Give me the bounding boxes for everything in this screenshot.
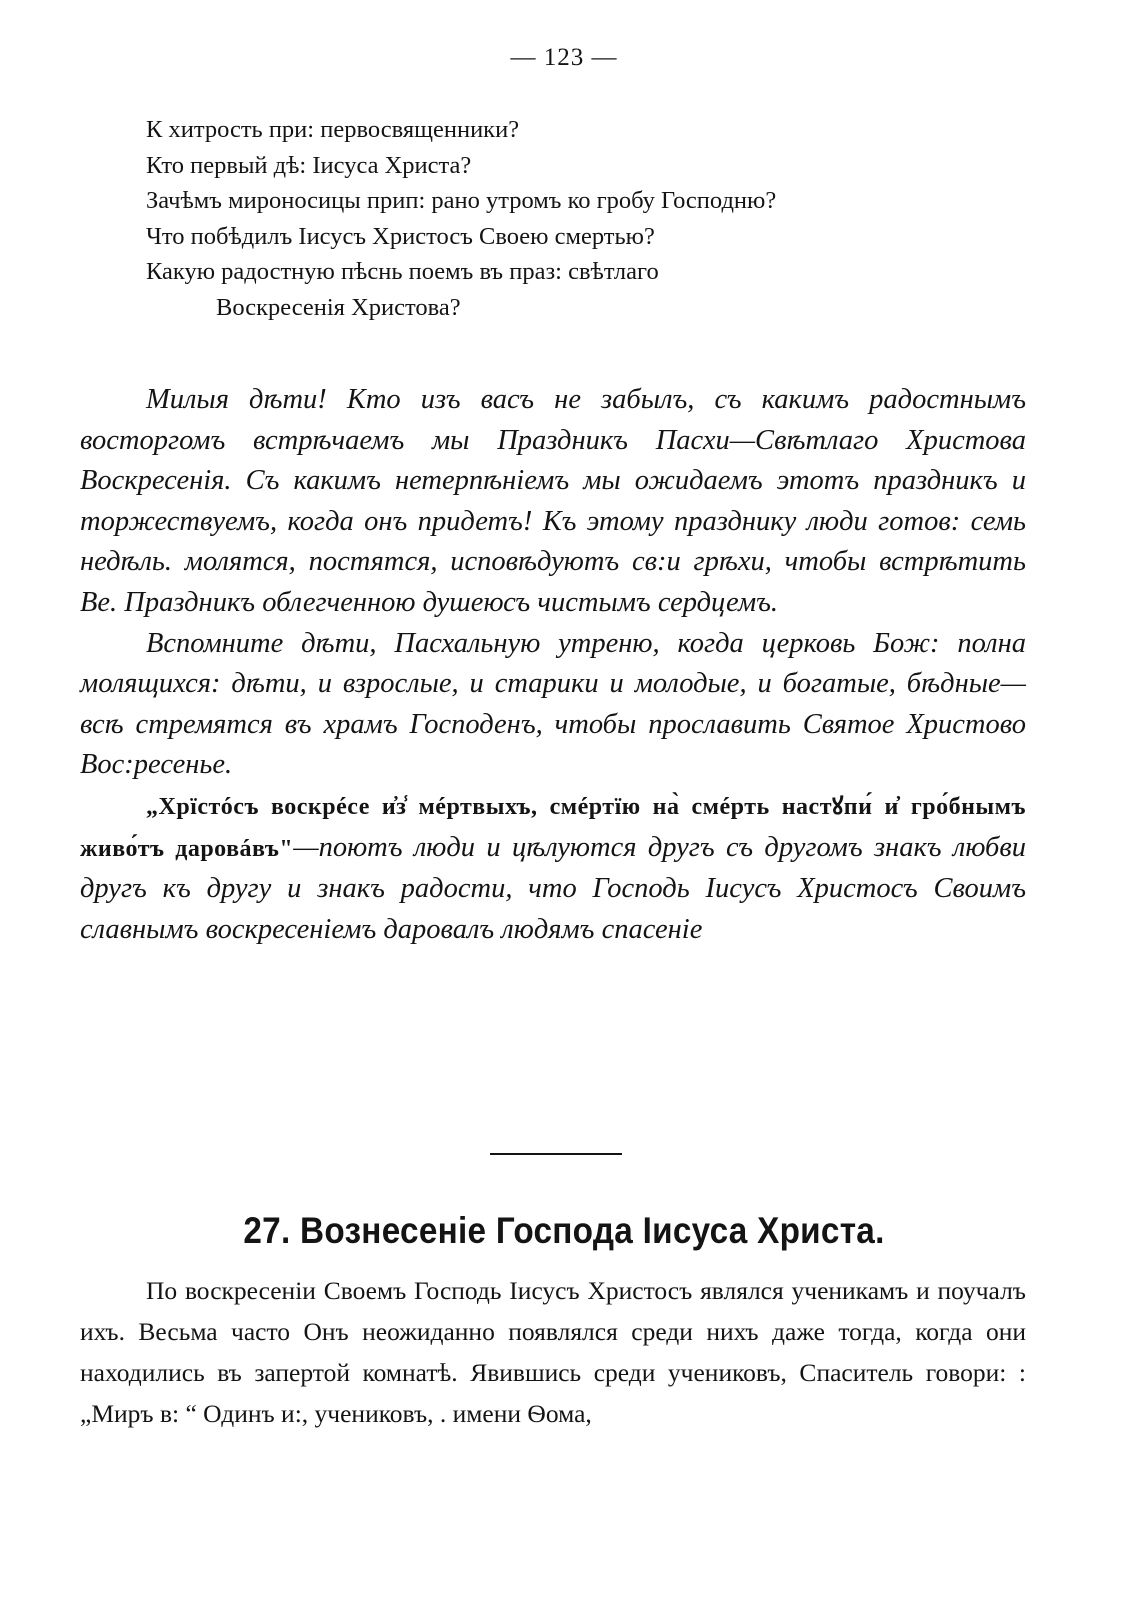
section-divider (490, 1153, 622, 1155)
easter-paragraph-3-text: —поютъ люди и цѣлуются другъ съ другомъ знакъ любви другъ къ другу и знакъ радости, что Господь Iисусъ Христосъ Своимъ славнымъ воскресенiемъ даровалъ людямъ спасенiе (80, 831, 1026, 945)
question-line: Кто первый дѣ: Iисуса Христа? (146, 151, 472, 179)
section-title: 27. Вознесенiе Господа Iисуса Христа. (243, 1210, 885, 1251)
page-number: — 123 — (510, 44, 618, 71)
section-body-text: По воскресенiи Своемъ Господь Iисусъ Христосъ являлся ученикамъ и поучалъ ихъ. Весьма часто Онъ неожиданно появлялся среди нихъ даже тогда, когда они находились въ запертой комнатѣ. Явившись среди учениковъ, Спаситель говори: : „Миръ в: “ Одинъ и:, учениковъ, . имени Ѳома, (80, 1276, 1026, 1428)
paschal-troparion: „Хрїстóсъ воскрéсе и҆з̾ мéртвыхъ, смéртїю на̀ смéрть настꙋпи́ и҆ гро́бнымъ живо́тъ даровáвъ" (80, 793, 1026, 862)
question-line: Зачѣмъ мироносицы прип: рано утромъ ко гробу Господню? (146, 187, 777, 214)
question-line: Что побѣдилъ Iисусъ Христосъ Своею смертью? (146, 222, 655, 250)
easter-story (80, 380, 1026, 950)
question-line: Какую радостную пѣснь поемъ въ праз: свѣтлаго (146, 258, 659, 285)
question-line: К хитрость при: первосвященники? (146, 116, 520, 143)
easter-paragraph-1: Милыя дѣти! Кто изъ васъ не забылъ, съ какимъ радостнымъ восторгомъ встрѣчаемъ мы Праздникъ Пасхи—Свѣтлаго Христова Воскресенiя. Съ какимъ нетерпѣнiемъ мы ожидаемъ этотъ праздникъ и торжествуемъ, когда онъ придетъ! Къ этому празднику люди готов: семь недѣль. молятся, постятся, исповѣдуютъ св:и грѣхи, чтобы встрѣтить Ве. Праздникъ облегченною душеюсъ чистымъ сердцемъ. (80, 384, 1026, 618)
easter-paragraph-3 (80, 786, 1026, 950)
question-line-continuation: Воскресенiя Христова? (216, 293, 461, 321)
review-questions (146, 112, 1026, 325)
easter-paragraph-2: Вспомните дѣти, Пасхальную утреню, когда церковь Бож: полна молящихся: дѣти, и взрослые, и старики и молодые, и богатые, бѣдные—всѣ стремятся въ храмъ Господенъ, чтобы прославить Святое Христово Вос:ресенье. (80, 627, 1026, 781)
